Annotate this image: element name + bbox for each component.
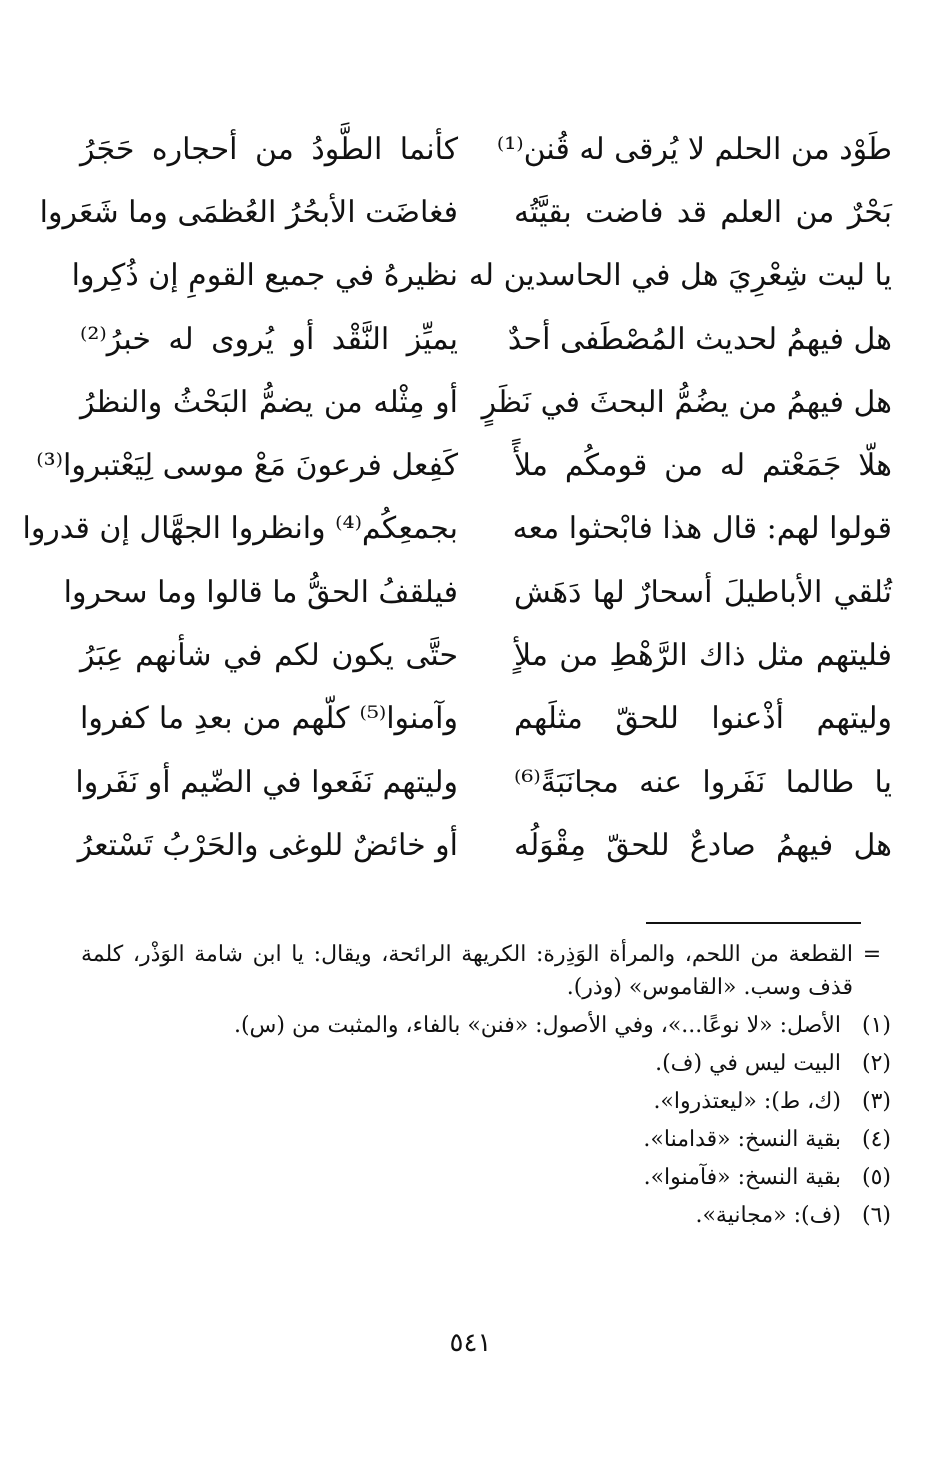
footnote	[81, 1085, 891, 1118]
verse	[77, 814, 892, 877]
footnote-text: البيت ليس في (ف).	[655, 1051, 841, 1076]
footnote-text: بقية النسخ: «فآمنوا».	[643, 1165, 841, 1190]
verse-first-hemistich: هلّا جَمَعْتم له من قومكُم ملأً	[514, 448, 892, 484]
footnote-text: بقية النسخ: «قدامنا».	[643, 1127, 841, 1152]
footnote-text: (ف): «مجانية».	[695, 1203, 841, 1228]
footnote-text: (ك، ط): «ليعتذروا».	[653, 1089, 841, 1114]
verse-second-hemistich: وآمنوا⁽⁵⁾ كلّهم من بعدِ ما كفروا	[80, 701, 458, 737]
verse-second-hemistich: وليتهم نَفَعوا في الضّيم أو نَفَروا	[75, 764, 458, 800]
verse-first-hemistich: طَوْد من الحلم لا يُرقى له قُنن⁽¹⁾	[496, 131, 892, 167]
verse-first-hemistich: تُلقي الأباطيلَ أسحارٌ لها دَهَش	[514, 574, 892, 610]
verse-second-hemistich: أو مِثْله من يضمُّ البَحْثُ والنظرُ	[80, 384, 458, 420]
footnote-number: (٤)	[861, 1127, 891, 1152]
continuation-text: القطعة من اللحم، والمرأة الوَذِرة: الكريهة الرائحة، ويقال: يا ابن شامة الوَذْر، كلمة قذف وسب. «القاموس» (وذر).	[81, 942, 853, 1000]
verse-second-hemistich: نظيرهُ في جميع القومِ إن ذُكِروا	[71, 258, 458, 294]
footnote	[81, 1199, 891, 1232]
verse-second-hemistich: كَفِعل فرعونَ مَعْ موسى لِيَعْتبروا⁽³⁾	[36, 448, 458, 484]
verse-second-hemistich: أو خائضٌ للوغى والحَرْبُ تَسْتعرُ	[77, 827, 458, 863]
footnotes	[81, 938, 891, 1232]
footnote-text: الأصل: «لا نوعًا...»، وفي الأصول: «فنن» بالفاء، والمثبت من (س).	[233, 1013, 841, 1038]
verse-first-hemistich: بَحْرٌ من العلم قد فاضت بقيَّتُه	[514, 194, 892, 230]
verse-first-hemistich: فليتهم مثل ذاك الرَّهْطِ من ملأٍ	[514, 638, 892, 674]
verse-second-hemistich: بجمعِكُم⁽⁴⁾ وانظروا الجهَّال إن قدروا	[22, 511, 458, 547]
verse-first-hemistich: يا طالما نَفَروا عنه مجانَبَةً⁽⁶⁾	[514, 764, 892, 800]
verse	[80, 118, 892, 181]
verse	[63, 561, 892, 624]
verse-first-hemistich: هل فيهمُ من يضُمُّ البحثَ في نَظَرٍ	[481, 384, 892, 420]
verse	[22, 498, 892, 561]
verse	[80, 308, 892, 371]
verse-first-hemistich: يا ليت شِعْرِيَ هل في الحاسدين له	[468, 258, 892, 294]
verse	[80, 371, 892, 434]
verse-second-hemistich: حتَّى يكون لكم في شأنهم عِبَرُ	[80, 638, 458, 674]
continuation-marker: =	[862, 942, 882, 967]
footnote-number: (٥)	[861, 1165, 891, 1190]
footnote	[81, 1009, 891, 1042]
verse-second-hemistich: فيلقفُ الحقُّ ما قالوا وما سحروا	[63, 574, 458, 610]
footnote-number: (١)	[861, 1013, 891, 1038]
footnote-separator	[646, 922, 861, 924]
verse-second-hemistich: يميِّز النَّقْد أو يُروى له خبرُ⁽²⁾	[80, 321, 458, 357]
verse-second-hemistich: كأنما الطَّودُ من أحجاره حَجَرُ	[80, 131, 458, 167]
verse-first-hemistich: قولوا لهم: قال هذا فابْحثوا معه	[512, 511, 892, 547]
verse-first-hemistich: هل فيهمُ صادعٌ للحقّ مِقْوَلُه	[514, 827, 892, 863]
verse-first-hemistich: وليتهم أذْعنوا للحقّ مثلَهم	[514, 701, 892, 737]
footnote	[81, 1161, 891, 1194]
footnote-number: (٢)	[861, 1051, 891, 1076]
verse	[71, 245, 892, 308]
footnote	[81, 1123, 891, 1156]
footnote-number: (٣)	[861, 1089, 891, 1114]
verse	[80, 624, 892, 687]
footnote-number: (٦)	[861, 1203, 891, 1228]
verse	[75, 751, 892, 814]
footnote-continuation	[81, 938, 891, 1004]
verse	[36, 434, 892, 497]
verse	[39, 181, 892, 244]
verse-second-hemistich: فغاضَت الأبحُرُ العُظمَى وما شَعَروا	[39, 194, 458, 230]
page-number: ٥٤١	[449, 1328, 492, 1358]
footnote	[81, 1047, 891, 1080]
poem	[22, 118, 892, 878]
verse	[80, 688, 892, 751]
verse-first-hemistich: هل فيهمُ لحديث المُصْطَفى أحدٌ	[507, 321, 892, 357]
